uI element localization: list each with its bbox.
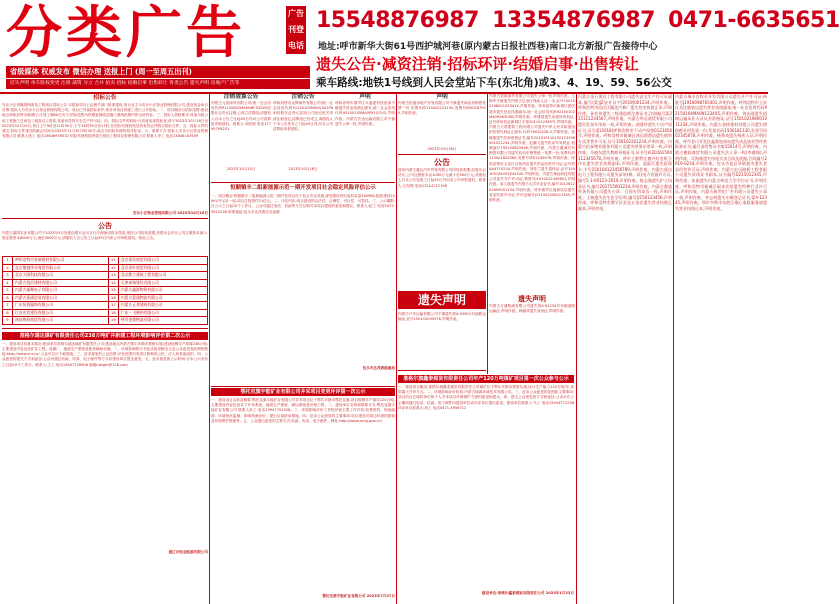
liquidation-block: [211, 94, 271, 180]
divider: [2, 218, 208, 219]
eia-2-body: 一、建设项目名称及概要:鄂托克旗宇能矿业有限公司井采项目位于鄂尔多斯市鄂托克旗,项目规模年产煤炭120万吨,主要建设内容包括井下开采系统、地面生产系统、储运系统及环保工程。二、建设单位名称和联系方式:鄂托克旗宇能矿业有限公司 联系人孙工 电话13947751028。三、环境影响评价工作程序和主要工作内容:收集资料、现场踏勘、环境现状监测、影响预测评价、提出污染防治措施。四、征求公众意见的主要事项:项目建设对周边环境的影响及环境保护措施等。五、公众提出意见的主要方式:信函、电话、电子邮件。网址:http://www.nmg.gov.cn/: [211, 398, 395, 423]
brand-side-tag: [286, 6, 306, 54]
eia-2-block: [211, 388, 395, 604]
eia-notice-title: 准格尔通达煤矿有限责任公司238万吨矿井新建工程环境影响评价第二次公示: [2, 332, 208, 340]
column-2: [211, 94, 395, 604]
table-cell-index: 9: [3, 317, 13, 325]
slogan-bar: 省级媒体 权威发布 微信办理 送报上门 (周一至周五出刊): [6, 66, 310, 78]
table-cell-index: 2: [3, 264, 13, 272]
col5-lost-items: 内蒙古金石建设工程有限公司遗失安全生产许可证副本,编号(蒙)JZ安许证字[2019]001234,声明作废。呼和浩特市回民区顺达汽修厂遗失营业执照正本,声明作废。孙宏伟遗失二级建造师注册证书,注册编号蒙215111234567,声明作废。内蒙古华远商贸有限公司遗失发票专用章一枚,声明作废。郭建华遗失不动产权证书,证号蒙(2018)呼和浩特市不动产权第0123456号,声明作废。呼和浩特市新城区鸿运烟酒店遗失烟草专卖零售许可证,证号150102201234,声明作废。内蒙古恒泰物业服务有限公司遗失财务专用章一枚,声明作废。马晓东遗失教师资格证书,证书号码20161500112345678,声明作废。呼市土默特左旗兴旺农机合作社遗失营业执照副本,声明作废。高淑芬遗失医保卡,卡号150104123456789,声明作废。内蒙古晟达电力工程有限公司遗失承装(修、试)电力设施许可证,编号5-1-00123-2019,声明作废。陈志强遗失护士执业证书,编号201715001234,声明作废。内蒙古鼎盛劳务有限公司遗失公章、合同专用章各一枚,声明作废。王瑞遗失出生医学证明,编号Q150123456,声明作废。呼和浩特市赛罕区宏达五金店遗失营业执照正副本,声明作废。: [578, 94, 672, 211]
eia-3-body: 一、建设项目概况:准格尔旗鑫泰煤炭有限责任公司煤矿位于鄂尔多斯市准格尔旗,设计生产能力120万吨/年,采用露天开采方式。二、环境影响评价机构:内蒙古绿源环境技术有限公司。三、征求公众意见的范围和主要事项:项目所在区域的单位和个人对本项目环境保护方面的意见和建议。四、提交公众意见的方式和途径:公众可在公示期间通过电话、信函、电子邮件向建设单位或环评单位提出意见。建设单位联系人:马工 电话15904771236 环评单位联系人:高工 电话0471-4956712: [398, 385, 574, 410]
column-5: [578, 94, 672, 604]
phone-3: 0471-6635651: [668, 8, 840, 33]
table-cell-index: 6: [3, 294, 13, 302]
liquidation-date: 2023年10月15日: [226, 167, 256, 171]
table-cell-company: 内蒙古嘉通贸易有限公司: [13, 294, 109, 302]
liquidation-body: 内蒙古元泰商贸有限公司(统一社会信用代码91150602MA0N6F7D2W)经股东会决议注销,已成立清算组,请债权人自本公告之日起45日内向公司清算组申报债权。联系人:刘经理 电话17790795201: [211, 101, 271, 132]
col6-lost-items: 内蒙古瑞丰农牧业开发有限公司遗失开户许可证,核准号J1910098765401,声明作废。呼和浩特市玉泉区美佳服装店遗失营业执照副本,统一社会信用代码92150104MA0N1234X5,声明作废。刘永刚遗失道路运输从业人员从业资格证,证号150102198001011234,声明作废。内蒙古金桥建材有限公司遗失增值税专用发票一份,发票代码1500181130,发票号码02345678,声明作废。杨秀英遗失残疾人证,声明作废。呼市金川开发区鑫源加油站遗失成品油零售经营批准证书,编号油零售证书第15014号,声明作废。内蒙古德润商贸有限公司遗失法人章一枚(李德润),声明作废。吴海燕遗失房屋买卖合同及收据,合同编号2019-0234,声明作废。包头市昆区华联超市遗失食品经营许可证,声明作废。内蒙古宏远路桥工程有限公司遗失资质证书副本,证书编号D215012345,声明作废。张丽遗失内蒙古师范大学学位证书,声明作废。呼和浩特市新城区福来宾馆遗失特种行业许可证,声明作废。内蒙古新世纪广告有限公司遗失公章一枚,声明作废。李志明遗失车辆登记证书,蒙A·12345,声明作废。鄂尔多斯市东胜区顺心家政服务部遗失营业执照正本,声明作废。: [675, 94, 767, 211]
table-cell-company: 内蒙古蒙通物流有限公司: [118, 294, 207, 302]
table-row: [3, 272, 208, 280]
eia-2-title: 鄂托克旗宇能矿业有限公司井采项目变更环评第一次公示: [211, 388, 395, 396]
col-divider: [209, 94, 210, 604]
risk-assessment-title: 恒顺镇丰二组新能源示范一期开发项目社会稳定风险评估公示: [230, 185, 376, 191]
table-row: [3, 264, 208, 272]
table-cell-company: 内蒙古福顺电子有限公司: [13, 287, 109, 295]
table-row: [3, 279, 208, 287]
col3-notice-body: 兹有内蒙古鑫达汽车贸易有限公司因经营需要,经股东会决议,公司注册资本由1000万元减少至500万元,请债权人自本公告见报之日起45日内向本公司申报债权。联系人:王经理 电话13214722356: [398, 168, 486, 188]
phone-2: 13354876987: [492, 8, 655, 33]
cancellation-date: 2023年10月16日: [288, 167, 318, 171]
divider: [398, 154, 486, 155]
table-cell-company: 北京嘉信商贸有限公司: [118, 257, 207, 265]
divider: [398, 370, 486, 371]
table-cell-index: 8: [3, 309, 13, 317]
col-divider: [396, 94, 397, 604]
statement-body: 呼和浩特市赛罕区永盛建材经营部不慎遗失营业执照正副本,统一社会信用代码92150105MA0PX1Q7U3,声明作废。内蒙古宏达运输有限公司不慎遗失公章一枚,声明作废。: [335, 101, 395, 126]
bus-route: 乘车路线:地铁1号线到人民会堂站下车(东北角)或3、4、19、59、56公交: [316, 77, 672, 89]
col3-statement-title: 声明: [436, 94, 448, 100]
col4-lost-tail: 内蒙古万通物流有限公司遗失蒙A·K1234号车辆道路运输证,声明作废。韩丽萍遗失身份证,声明作废。: [489, 304, 575, 314]
table-row: [3, 294, 208, 302]
risk-assessment-block: [211, 185, 395, 385]
table-cell-company: 内蒙古恒信建材有限公司: [13, 279, 109, 287]
table-cell-company: 北京鼎立建筑工程有限公司: [118, 272, 207, 280]
announcement-title: 公告: [98, 222, 112, 231]
company-table: [2, 256, 208, 325]
table-row: [3, 302, 208, 310]
table-row: [3, 309, 208, 317]
column-1: [2, 94, 208, 604]
col3-statement-body: 内蒙古恒通房地产开发有限公司不慎遗失商品房销售发票一份,发票代码115002122150,发票号码00287915,声明作废。: [398, 101, 486, 116]
table-cell-company: 北京天隆科技有限公司: [13, 272, 109, 280]
table-cell-index: 19: [108, 317, 118, 325]
col3-notice-title: 公告: [434, 158, 450, 167]
table-cell-index: 12: [108, 264, 118, 272]
hline: [211, 386, 395, 387]
table-cell-company: 北京鼎盛伟业商贸有限公司: [13, 264, 109, 272]
risk-assessment-sign: 包头市达茂旗能源局: [362, 366, 395, 370]
statement-block: [335, 94, 395, 180]
table-cell-company: 呼和浩特市金瑞建材有限公司: [13, 257, 109, 265]
tender-notice-sign: 安乐小区物业管理有限公司 2023年10月16日: [132, 211, 208, 215]
table-cell-index: 16: [108, 294, 118, 302]
col4-lost-items: 内蒙古蒙源商贸有限公司遗失公章一枚声明作废。王海军不慎遗失内蒙古自治区残疾人证一本,证号15010219800125341X,声明作废。呼和浩特市新城区惠民超市遗失营业执照副本,统一社会信用代码92150102MA0R4K3U9B,声明作废。李建国遗失房屋所有权证,证号呼房权证新城区字第2011012345号,声明作废。内蒙古天骄建筑工程有限公司遗失中华人民共和国组织机构代码证正副本,代码76010238-5,声明作废。张晓燕遗失医师资格证书,编号201015110150123198501021234,声明作废。赵鹏飞遗失机动车驾驶证,档案编号150100823456,声明作废。内蒙古鑫诚汽车销售有限公司遗失机动车销售统一发票一份,发票代码115001820560,发票号码01245678,声明作废。呼和浩特市玉泉区百姓药店遗失药品经营许可证,证号蒙AA4710234,声明作废。刘桂兰遗失退休证,证号150105196203042345,声明作废。内蒙古博远科技有限公司遗失开户许可证,核准号J1910012345601,声明作废。周文斌遗失内蒙古大学毕业证书,编号101261201605001234,声明作废。呼市赛罕区福源饭店遗失食品经营许可证,许可证编号JY21501050012345,声明作废。: [489, 94, 575, 203]
brand-title: 分类广告: [6, 0, 246, 66]
lost-statement-banner: 遗失声明: [398, 291, 486, 309]
lost-statement-body: 内蒙古兴安运输有限公司不慎遗失蒙A·G8912号道路运输证,证号150102030576,声明作废。: [398, 312, 486, 322]
col-divider: [576, 94, 577, 604]
services-banner: 遗失公告·减资注销·招标环评·结婚启事·出售转让: [316, 55, 639, 73]
table-cell-company: 呼市金鼎物流有限公司: [118, 317, 207, 325]
column-4: [489, 94, 575, 374]
eia-3-title: 准格尔旗鑫泰煤炭有限责任公司年产120万吨煤矿项目第一次公众参与公示: [398, 375, 574, 383]
col-divider: [673, 94, 674, 604]
side-tag-line3: 电话: [288, 41, 304, 50]
address-line: 地址:呼市新华大街61号西护城河巷(原内蒙古日报社西巷)南口北方新报广告接待中心: [318, 42, 658, 52]
table-cell-index: 13: [108, 272, 118, 280]
table-cell-index: 18: [108, 309, 118, 317]
column-6: [675, 94, 767, 604]
col-divider: [487, 94, 488, 374]
hline: [211, 182, 395, 183]
table-cell-company: 天津泰瑞建设有限公司: [118, 279, 207, 287]
table-cell-index: 1: [3, 257, 13, 265]
table-row: [3, 257, 208, 265]
table-cell-company: 广东恒润服饰有限公司: [13, 302, 109, 310]
liquidation-title: 注销清算公告: [223, 94, 259, 100]
table-cell-index: 15: [108, 287, 118, 295]
divider: [2, 328, 208, 329]
phone-1: 15548876987: [316, 8, 479, 33]
ad-header: [0, 0, 840, 92]
table-cell-index: 4: [3, 279, 13, 287]
phone-numbers: [316, 4, 840, 38]
table-cell-company: 广东一飞制药有限公司: [118, 309, 207, 317]
eia-2-sign: 鄂托克旗宇能矿业有限公司 2023年7月27日: [322, 594, 395, 598]
table-cell-company: 内蒙古正邦建筑有限公司: [118, 302, 207, 310]
eia-notice-sign: 通辽市恒业能源有限公司: [168, 549, 208, 554]
side-tag-line2: 刊登: [288, 25, 304, 34]
table-row: [3, 317, 208, 325]
col3-statement-date: 2023年10月16日: [427, 147, 457, 151]
col4-lost-title: 遗失声明: [518, 295, 546, 303]
cancellation-title: 注销公告: [291, 94, 315, 100]
tender-notice-title: 招标公告: [93, 95, 117, 101]
risk-assessment-body: 一、项目概况:恒顺镇丰二组新能源示范一期开发项目位于包头市达茂旗,规划建设风电装机容量300MW,配套建设220kV升压站一座,项目总投资约21亿元。二、评估内容:项目建设的合法性、合理性、可行性、可控性。三、公示期限:自公示之日起10个工作日。公众可通过电话、信函等方式反映对本项目建设的意见和建议。联系人:赵工 电话0472-5612238 联系地址:包头市达茂旗百灵庙镇: [211, 194, 395, 214]
eia-3-sign: 建设单位:准格尔鑫泰煤炭有限责任公司 2023年1月23日: [481, 591, 574, 595]
statement-title: 声明: [359, 94, 371, 100]
side-tag-line1: 广告: [288, 9, 304, 18]
table-cell-index: 7: [3, 302, 13, 310]
table-row: [3, 287, 208, 295]
table-cell-company: 江苏宏信建设有限公司: [13, 309, 109, 317]
cancellation-block: [273, 94, 333, 180]
eia-3-block: [398, 375, 574, 604]
tender-notice-body: 安乐小区供暖管网改造工程项目招标公告 本招标项目已由相关部门批准建设,项目业主为安乐小区物业管理有限公司,建设资金来自自筹,招标人为安乐小区物业管理有限公司。项目已具备招标条件,现对该项目的施工进行公开招标。二、项目概况与招标范围:建设地点呼和浩特市新城区;计划工期60日历天;招标范围为供暖管网改造施工图纸范围内的全部内容。三、投标人资格要求:具备市政公用工程施工总承包三级及以上资质,具备有效的安全生产许可证。四、招标文件的获取:凡有意参加投标者,请于2023年10月16日至2023年10月20日,每日上午9时至11时30分,下午14时30分至17时,在招标代理机构处持有效证件购买招标文件。五、投标文件的递交:投标文件递交的截止时间为2023年11月6日9时30分,地点为招标代理机构开标室。六、联系方式:招标人安乐小区物业管理有限公司 联系人张工 电话15648976532 招标代理机构内蒙古恒信工程项目管理有限公司 联系人李工 电话13848187659: [2, 103, 208, 139]
slogan-bar-2: 挂失声明 单车股权变更 注销 减资 分立 合并 拍卖 招标 结婚启事 出售转让 各类公告 遗失声明 房地产广告等: [6, 79, 310, 89]
table-cell-company: 鸿昌物资商贸有限公司: [13, 317, 109, 325]
eia-notice-body: 一、建设项目的基本情况:建设单位准格尔通达煤矿有限责任公司;建设地点内蒙古鄂尔多斯市准格尔旗;建设规模年产原煤238万吨;主要建设内容包括矿井工程、选煤厂、地面生产系统及配套辅助设施。二、环境影响报告书征求意见稿全文及公众意见表的网络链接:http://www.cnr.cn/ 公众可自行下载查阅。三、征求意见的公众范围:评价范围内受项目影响的公民、法人和其他组织。四、公众意见的提交方式和途径:公众可通过信函、传真、电子邮件等方式向建设单位提交意见。五、征求意见的公示时间:自本公示发布之日起10个工作日。联系人:王工 电话15647728906 邮箱ndzgm@126.com: [2, 341, 208, 367]
announcement-body: 内蒙古嘉园实业有限公司于2023年5月向建设银行金川支行办理流动资金贷款,现因公司经营需要,经股东会决议公司注册资本减少,原注册资本6000万元,减至3000万元,请债权人自公告之日起45日内来公司申报债权。特此公告。: [2, 231, 208, 241]
table-cell-index: 17: [108, 302, 118, 310]
table-cell-company: 内蒙古鑫源物资有限公司: [118, 287, 207, 295]
cancellation-body: 呼和浩特市金辉商贸有限公司(统一社会信用代码91150105MA0Q3A1P6X)经股东会决议,拟向公司登记机关申请注销登记,清算组已经成立,请债权人于本公告发布之日起45日内,向本公司清算组申报债权。: [273, 101, 333, 132]
table-cell-index: 14: [108, 279, 118, 287]
table-cell-index: 11: [108, 257, 118, 265]
table-cell-index: 3: [3, 272, 13, 280]
table-cell-index: 5: [3, 287, 13, 295]
table-cell-company: 北京金叶商贸有限公司: [118, 264, 207, 272]
